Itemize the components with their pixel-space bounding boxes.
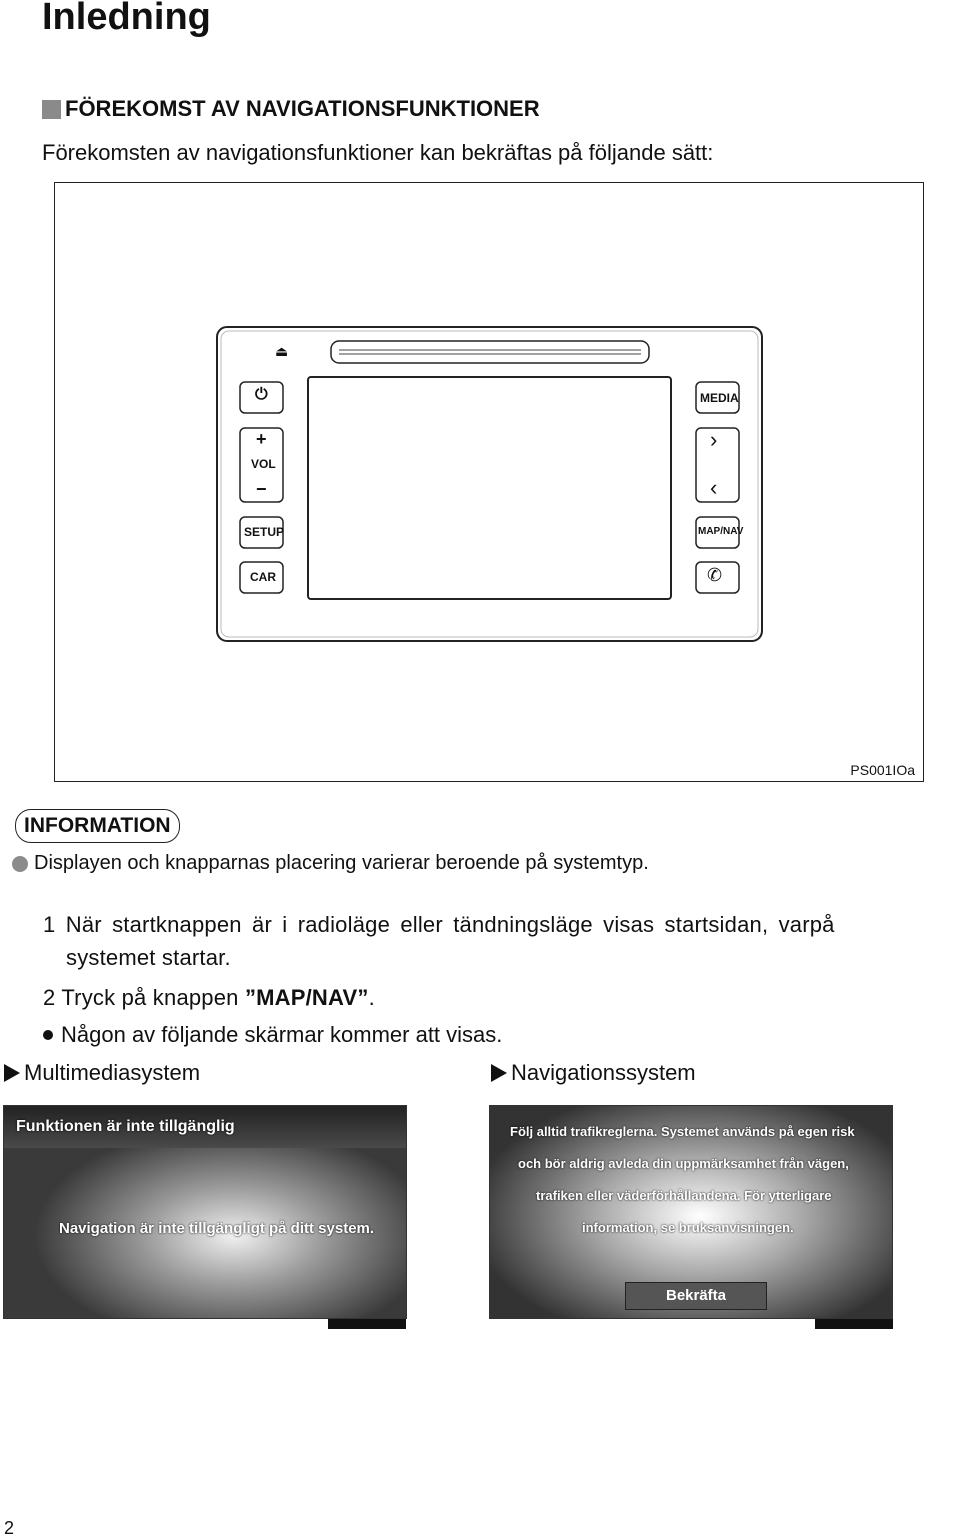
triangle-marker-icon (491, 1064, 507, 1082)
caption-navigation-text: Navigationssystem (511, 1060, 696, 1085)
phone-icon: ✆ (707, 565, 723, 585)
seek-up-icon: › (710, 427, 718, 452)
vol-plus-label: + (256, 429, 267, 449)
step-2-number: 2 (43, 985, 56, 1010)
step-1-continued: systemet startar. (66, 945, 231, 970)
step-2 (43, 985, 375, 1011)
screen-body-text: Navigation är inte tillgängligt på ditt system. (59, 1220, 375, 1237)
section-heading (42, 96, 540, 122)
sub-bullet (43, 1022, 502, 1048)
nav-text-line-3: trafiken eller väderförhållandena. För ytterligare (536, 1188, 832, 1203)
step-2-button-name: ”MAP/NAV” (244, 985, 369, 1010)
navigation-screen-image (489, 1105, 893, 1319)
caption-navigation (491, 1060, 696, 1086)
step-1 (43, 912, 835, 938)
head-unit-figure (54, 182, 924, 782)
lead-text: Förekomsten av navigationsfunktioner kan bekräftas på följande sätt: (42, 140, 714, 165)
vol-label: VOL (251, 457, 276, 471)
page-title: Inledning (42, 0, 211, 38)
head-unit-drawing (55, 183, 923, 781)
caption-multimedia (4, 1060, 200, 1086)
seek-down-icon: ‹ (710, 475, 718, 500)
step-2-text: Tryck på knappen (61, 985, 245, 1010)
section-heading-text: FÖREKOMST AV NAVIGATIONSFUNKTIONER (65, 96, 540, 121)
screen-header-text: Funktionen är inte tillgänglig (16, 1118, 235, 1135)
screen-code-strip (328, 1319, 406, 1329)
figure-code: PS001IOa (850, 762, 915, 778)
power-icon: ⏻ (255, 386, 268, 403)
triangle-marker-icon (4, 1064, 20, 1082)
eject-icon: ⏏ (275, 343, 289, 359)
information-text: Displayen och knapparnas placering varierar beroende på systemtyp. (34, 852, 649, 874)
setup-button-label: SETUP (244, 525, 285, 539)
step-2-text-end: . (368, 985, 375, 1010)
caption-multimedia-text: Multimediasystem (24, 1060, 201, 1085)
grey-bullet-icon (12, 856, 28, 872)
car-button-label: CAR (250, 570, 276, 584)
confirm-button: Bekräfta (625, 1282, 767, 1310)
multimedia-screen-image (3, 1105, 407, 1319)
step-1-number: 1 (43, 912, 56, 937)
information-badge: INFORMATION (15, 809, 180, 843)
nav-text-line-4: information, se bruksanvisningen. (582, 1220, 794, 1235)
media-button-label: MEDIA (700, 391, 739, 405)
step-1-text: När startknappen är i radioläge eller tändningsläge visas startsidan, varpå (65, 912, 835, 937)
nav-text-line-2: och bör aldrig avleda din uppmärksamhet från vägen, (518, 1156, 849, 1171)
section-square-icon (42, 100, 61, 119)
page-number: 2 (4, 1518, 15, 1538)
screen-code-strip (815, 1319, 893, 1329)
black-bullet-icon (43, 1030, 53, 1040)
nav-text-line-1: Följ alltid trafikreglerna. Systemet används på egen risk (510, 1124, 855, 1139)
map-nav-button-label: MAP/NAV (698, 526, 744, 537)
information-note (12, 852, 649, 875)
vol-minus-label: − (256, 479, 267, 499)
sub-bullet-text: Någon av följande skärmar kommer att visas. (61, 1022, 503, 1047)
